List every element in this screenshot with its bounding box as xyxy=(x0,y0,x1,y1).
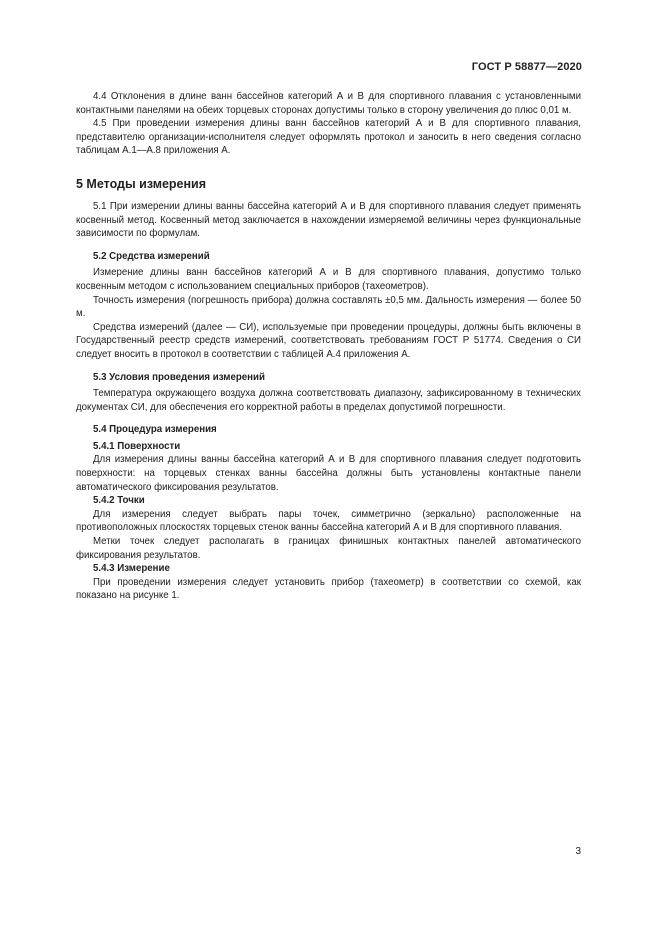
subsection-5-2-heading: 5.2 Средства измерений xyxy=(93,250,210,262)
subsection-5-4-3-heading: 5.4.3 Измерение xyxy=(93,563,170,575)
paragraph-5-4-2-a: Для измерения следует выбрать пары точек, симметрично (зеркально) расположенные на противоположных плоскостях торцевых стенок ванны бассейна категорий А и В для спортивного плавания. xyxy=(76,508,581,534)
subsection-5-4-2-heading: 5.4.2 Точки xyxy=(93,495,145,507)
subsection-5-4-heading: 5.4 Процедура измерения xyxy=(93,424,217,436)
subsection-5-3-heading: 5.3 Условия проведения измерений xyxy=(93,371,265,383)
paragraph-5-4-2-b: Метки точек следует располагать в границах финишных контактных панелей автоматического фиксирования результатов. xyxy=(76,536,581,561)
paragraph-5-1: 5.1 При измерении длины ванны бассейна категорий А и В для спортивного плавания следует применять косвенный метод. Косвенный метод заключается в нахождении измеряемой величины через функциональные зависимости по формулам. xyxy=(76,200,581,240)
paragraph-5-4-1: Для измерения длины ванны бассейна категорий А и В для спортивного плавания следует подготовить поверхности: на торцевых стенках ванны бассейна должны быть установлены контактные панели автоматического фиксирования результатов. xyxy=(76,454,581,493)
subsection-5-4-1-heading: 5.4.1 Поверхности xyxy=(93,440,181,452)
document-body xyxy=(76,90,581,603)
document-code: ГОСТ Р 58877—2020 xyxy=(471,61,582,73)
page-number: 3 xyxy=(575,846,581,857)
paragraph-4-5: 4.5 При проведении измерения длины ванн бассейнов категорий А и В для спортивного плавания, представителю организации-исполнителя следует оформлять протокол и заносить в него сведения согласно таблицам А.1—А.8 приложения А. xyxy=(76,118,581,157)
paragraph-5-3: Температура окружающего воздуха должна соответствовать диапазону, зафиксированному в технических документах СИ, для обеспечения его корректной работы в пределах допустимой погрешности. xyxy=(76,388,581,413)
paragraph-4-4: 4.4 Отклонения в длине ванн бассейнов категорий А и В для спортивного плавания с установленными контактными панелями на обеих торцевых сторонах допустимы только в сторону увеличения до плюс 0,01 м. xyxy=(76,91,581,116)
paragraph-5-2-b: Точность измерения (погрешность прибора) должна составлять ±0,5 мм. Дальность измерения — более 50 м. xyxy=(76,294,581,320)
paragraph-5-2-a: Измерение длины ванн бассейнов категорий А и В для спортивного плавания, допустимо только косвенным методом с использованием специальных приборов (тахеометров). xyxy=(76,267,581,292)
paragraph-5-2-c: Средства измерений (далее — СИ), используемые при проведении процедуры, должны быть включены в Государственный реестр средств измерений, соответствовать требованиям ГОСТ Р 51774. Сведения о СИ следует вносить в протокол в соответствии с таблицей А.4 приложения А. xyxy=(76,321,581,360)
section-5-heading: 5 Методы измерения xyxy=(76,176,207,191)
paragraph-5-4-3: При проведении измерения следует установить прибор (тахеометр) в соответствии со схемой, как показано на рисунке 1. xyxy=(76,576,581,602)
